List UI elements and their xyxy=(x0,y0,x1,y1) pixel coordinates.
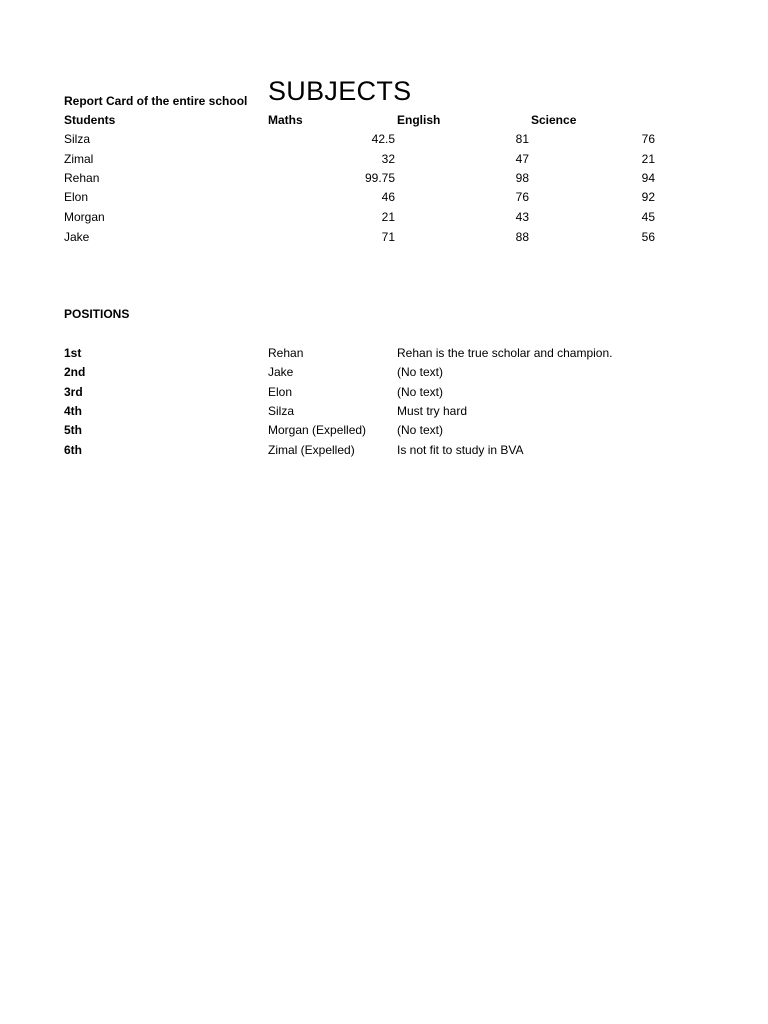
position-place: 3rd xyxy=(64,385,83,399)
english-score: 98 xyxy=(515,171,529,185)
student-name: Jake xyxy=(64,230,90,244)
student-name: Silza xyxy=(64,132,91,146)
position-name: Rehan xyxy=(268,346,304,360)
position-remark: (No text) xyxy=(397,365,444,379)
position-remark: Is not fit to study in BVA xyxy=(397,443,524,457)
science-score: 45 xyxy=(641,210,655,224)
position-place: 5th xyxy=(64,423,82,437)
maths-score: 32 xyxy=(381,152,395,166)
student-name: Morgan xyxy=(64,210,105,224)
science-score: 76 xyxy=(641,132,655,146)
positions-title: POSITIONS xyxy=(64,307,130,321)
position-remark: Must try hard xyxy=(397,404,468,418)
student-name: Elon xyxy=(64,190,89,204)
english-score: 76 xyxy=(515,190,529,204)
header-students: Students xyxy=(64,113,116,127)
header-english: English xyxy=(397,113,441,127)
report-caption: Report Card of the entire school xyxy=(64,94,248,108)
position-remark: (No text) xyxy=(397,385,444,399)
position-name: Elon xyxy=(268,385,293,399)
maths-score: 46 xyxy=(381,190,395,204)
science-score: 21 xyxy=(641,152,655,166)
maths-score: 99.75 xyxy=(364,171,395,185)
subjects-heading: SUBJECTS xyxy=(268,76,412,106)
position-name: Zimal (Expelled) xyxy=(268,443,355,457)
position-place: 1st xyxy=(64,346,82,360)
science-score: 92 xyxy=(641,190,655,204)
maths-score: 21 xyxy=(381,210,395,224)
position-name: Silza xyxy=(268,404,295,418)
science-score: 94 xyxy=(641,171,655,185)
header-science: Science xyxy=(531,113,577,127)
english-score: 43 xyxy=(515,210,529,224)
maths-score: 42.5 xyxy=(371,132,395,146)
student-name: Rehan xyxy=(64,171,100,185)
english-score: 88 xyxy=(515,230,529,244)
position-name: Morgan (Expelled) xyxy=(268,423,367,437)
position-place: 2nd xyxy=(64,365,86,379)
maths-score: 71 xyxy=(381,230,395,244)
science-score: 56 xyxy=(641,230,655,244)
student-name: Zimal xyxy=(64,152,94,166)
english-score: 47 xyxy=(515,152,529,166)
position-name: Jake xyxy=(268,365,294,379)
position-remark: (No text) xyxy=(397,423,444,437)
position-remark: Rehan is the true scholar and champion. xyxy=(397,346,613,360)
header-maths: Maths xyxy=(268,113,303,127)
position-place: 6th xyxy=(64,443,82,457)
position-place: 4th xyxy=(64,404,82,418)
english-score: 81 xyxy=(515,132,529,146)
